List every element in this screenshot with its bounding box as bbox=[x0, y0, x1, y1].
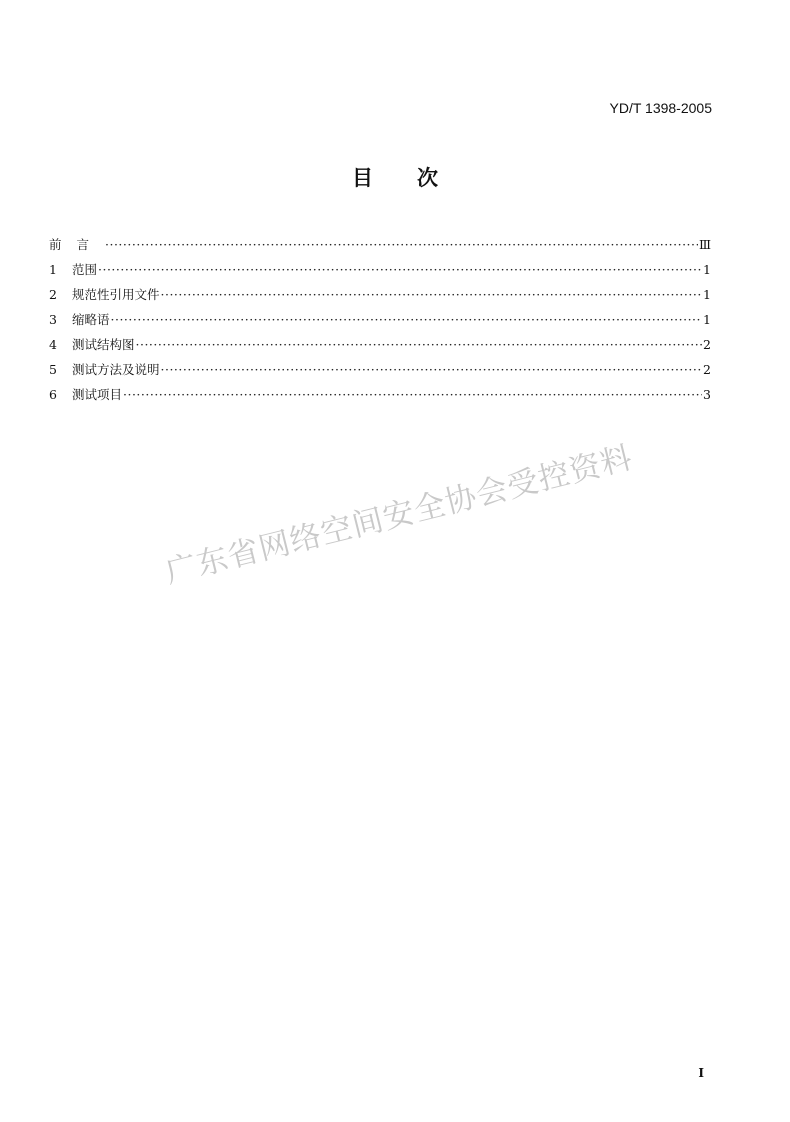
toc-page-number: Ⅲ bbox=[698, 237, 711, 252]
page-title bbox=[0, 162, 790, 192]
watermark: 广东省网络空间安全协会受控资料 bbox=[161, 439, 637, 591]
toc-leader-dots bbox=[161, 285, 702, 305]
title-char-1: 目 bbox=[352, 166, 373, 190]
toc-label: 范围 bbox=[72, 262, 98, 277]
toc-section-number: 1 bbox=[49, 262, 57, 277]
toc-page-number: 1 bbox=[703, 262, 711, 277]
toc-page-number: 2 bbox=[703, 337, 711, 352]
toc-label: 缩略语 bbox=[72, 312, 110, 327]
toc-page-number: 1 bbox=[703, 287, 711, 302]
toc-leader-dots bbox=[111, 310, 702, 330]
toc-label: 测试方法及说明 bbox=[72, 362, 160, 377]
title-char-2: 次 bbox=[417, 166, 438, 190]
toc-label: 规范性引用文件 bbox=[72, 287, 160, 302]
toc-section-number: 6 bbox=[49, 387, 57, 402]
toc-entry-scope[interactable] bbox=[49, 260, 711, 285]
toc-leader-dots bbox=[161, 360, 702, 380]
toc-label: 前言 bbox=[49, 237, 105, 252]
toc-entry-abbreviations[interactable] bbox=[49, 310, 711, 335]
toc-section-number: 3 bbox=[49, 312, 57, 327]
toc-label: 测试结构图 bbox=[72, 337, 135, 352]
toc-leader-dots bbox=[105, 235, 698, 255]
document-code: YD/T 1398-2005 bbox=[609, 100, 712, 116]
toc-page-number: 3 bbox=[703, 387, 711, 402]
toc-label: 测试项目 bbox=[72, 387, 123, 402]
toc-page-number: 2 bbox=[703, 362, 711, 377]
toc-section-number: 4 bbox=[49, 337, 57, 352]
toc-entry-test-items[interactable] bbox=[49, 385, 711, 410]
toc-entry-normative-references[interactable] bbox=[49, 285, 711, 310]
toc-leader-dots bbox=[123, 385, 702, 405]
toc-page-number: 1 bbox=[703, 312, 711, 327]
page-number: I bbox=[698, 1066, 704, 1080]
toc-section-number: 5 bbox=[49, 362, 57, 377]
table-of-contents bbox=[49, 235, 711, 410]
toc-entry-test-structure[interactable] bbox=[49, 335, 711, 360]
toc-entry-preface[interactable] bbox=[49, 235, 711, 260]
toc-section-number: 2 bbox=[49, 287, 57, 302]
toc-leader-dots bbox=[136, 335, 702, 355]
toc-leader-dots bbox=[98, 260, 702, 280]
toc-entry-test-methods[interactable] bbox=[49, 360, 711, 385]
